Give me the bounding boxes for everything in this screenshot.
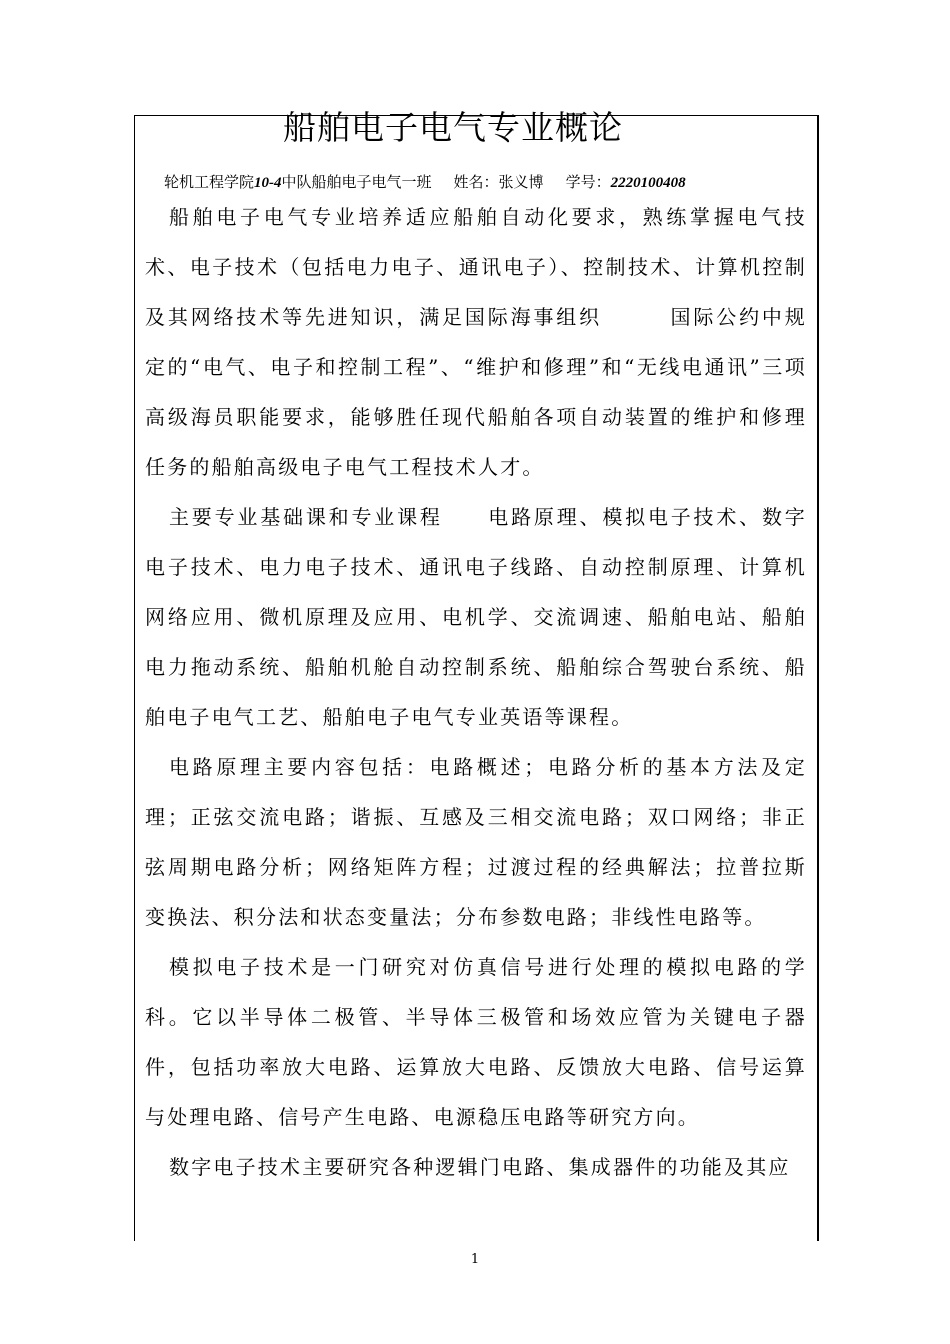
paragraph-overview: 船舶电子电气专业培养适应船舶自动化要求，熟练掌握电气技术、电子技术（包括电力电子、通讯电子）、控制技术、计算机控制及其网络技术等先进知识，满足国际海事组织 国际公约中规定的“电气、电子和控制工程”、“维护和修理”和“无线电通讯”三项高级海员职能要求，能够胜任现代船舶各项自动装置的维护和修理任务的船舶高级电子电气工程技术人才。 <box>145 205 807 479</box>
document-title: 船舶电子电气专业概论 <box>283 108 623 147</box>
page-number: 1 <box>470 1252 480 1267</box>
id-label: 学号： <box>565 173 611 191</box>
paragraph-courses: 主要专业基础课和专业课程 电路原理、模拟电子技术、数字电子技术、电力电子技术、通讯电子线路、自动控制原理、计算机网络应用、微机原理及应用、电机学、交流调速、船舶电站、船舶电力拖动系统、船舶机舱自动控制系统、船舶综合驾驶台系统、船舶电子电气工艺、船舶电子电气专业英语等课程。 <box>145 505 807 729</box>
student-name: 张义博 <box>498 173 544 191</box>
team-code: 10-4 <box>254 175 282 191</box>
name-label: 姓名： <box>453 173 499 191</box>
paragraph-analog-electronics: 模拟电子技术是一门研究对仿真信号进行处理的模拟电路的学科。它以半导体二极管、半导体三极管和场效应管为关键电子器件，包括功率放大电路、运算放大电路、反馈放大电路、信号运算与处理电路、信号产生电路、电源稳压电路等研究方向。 <box>145 955 807 1129</box>
paragraph-digital-electronics: 数字电子技术主要研究各种逻辑门电路、集成器件的功能及其应 <box>169 1155 791 1179</box>
student-id: 2220100408 <box>610 175 686 191</box>
document-body <box>145 192 807 1192</box>
class-name: 中队船舶电子电气一班 <box>281 173 432 191</box>
department: 轮机工程学院 <box>164 173 255 191</box>
paragraph-circuit-principles: 电路原理主要内容包括：电路概述；电路分析的基本方法及定理；正弦交流电路；谐振、互感及三相交流电路；双口网络；非正弦周期电路分析；网络矩阵方程；过渡过程的经典解法；拉普拉斯变换法、积分法和状态变量法；分布参数电路；非线性电路等。 <box>145 755 807 929</box>
